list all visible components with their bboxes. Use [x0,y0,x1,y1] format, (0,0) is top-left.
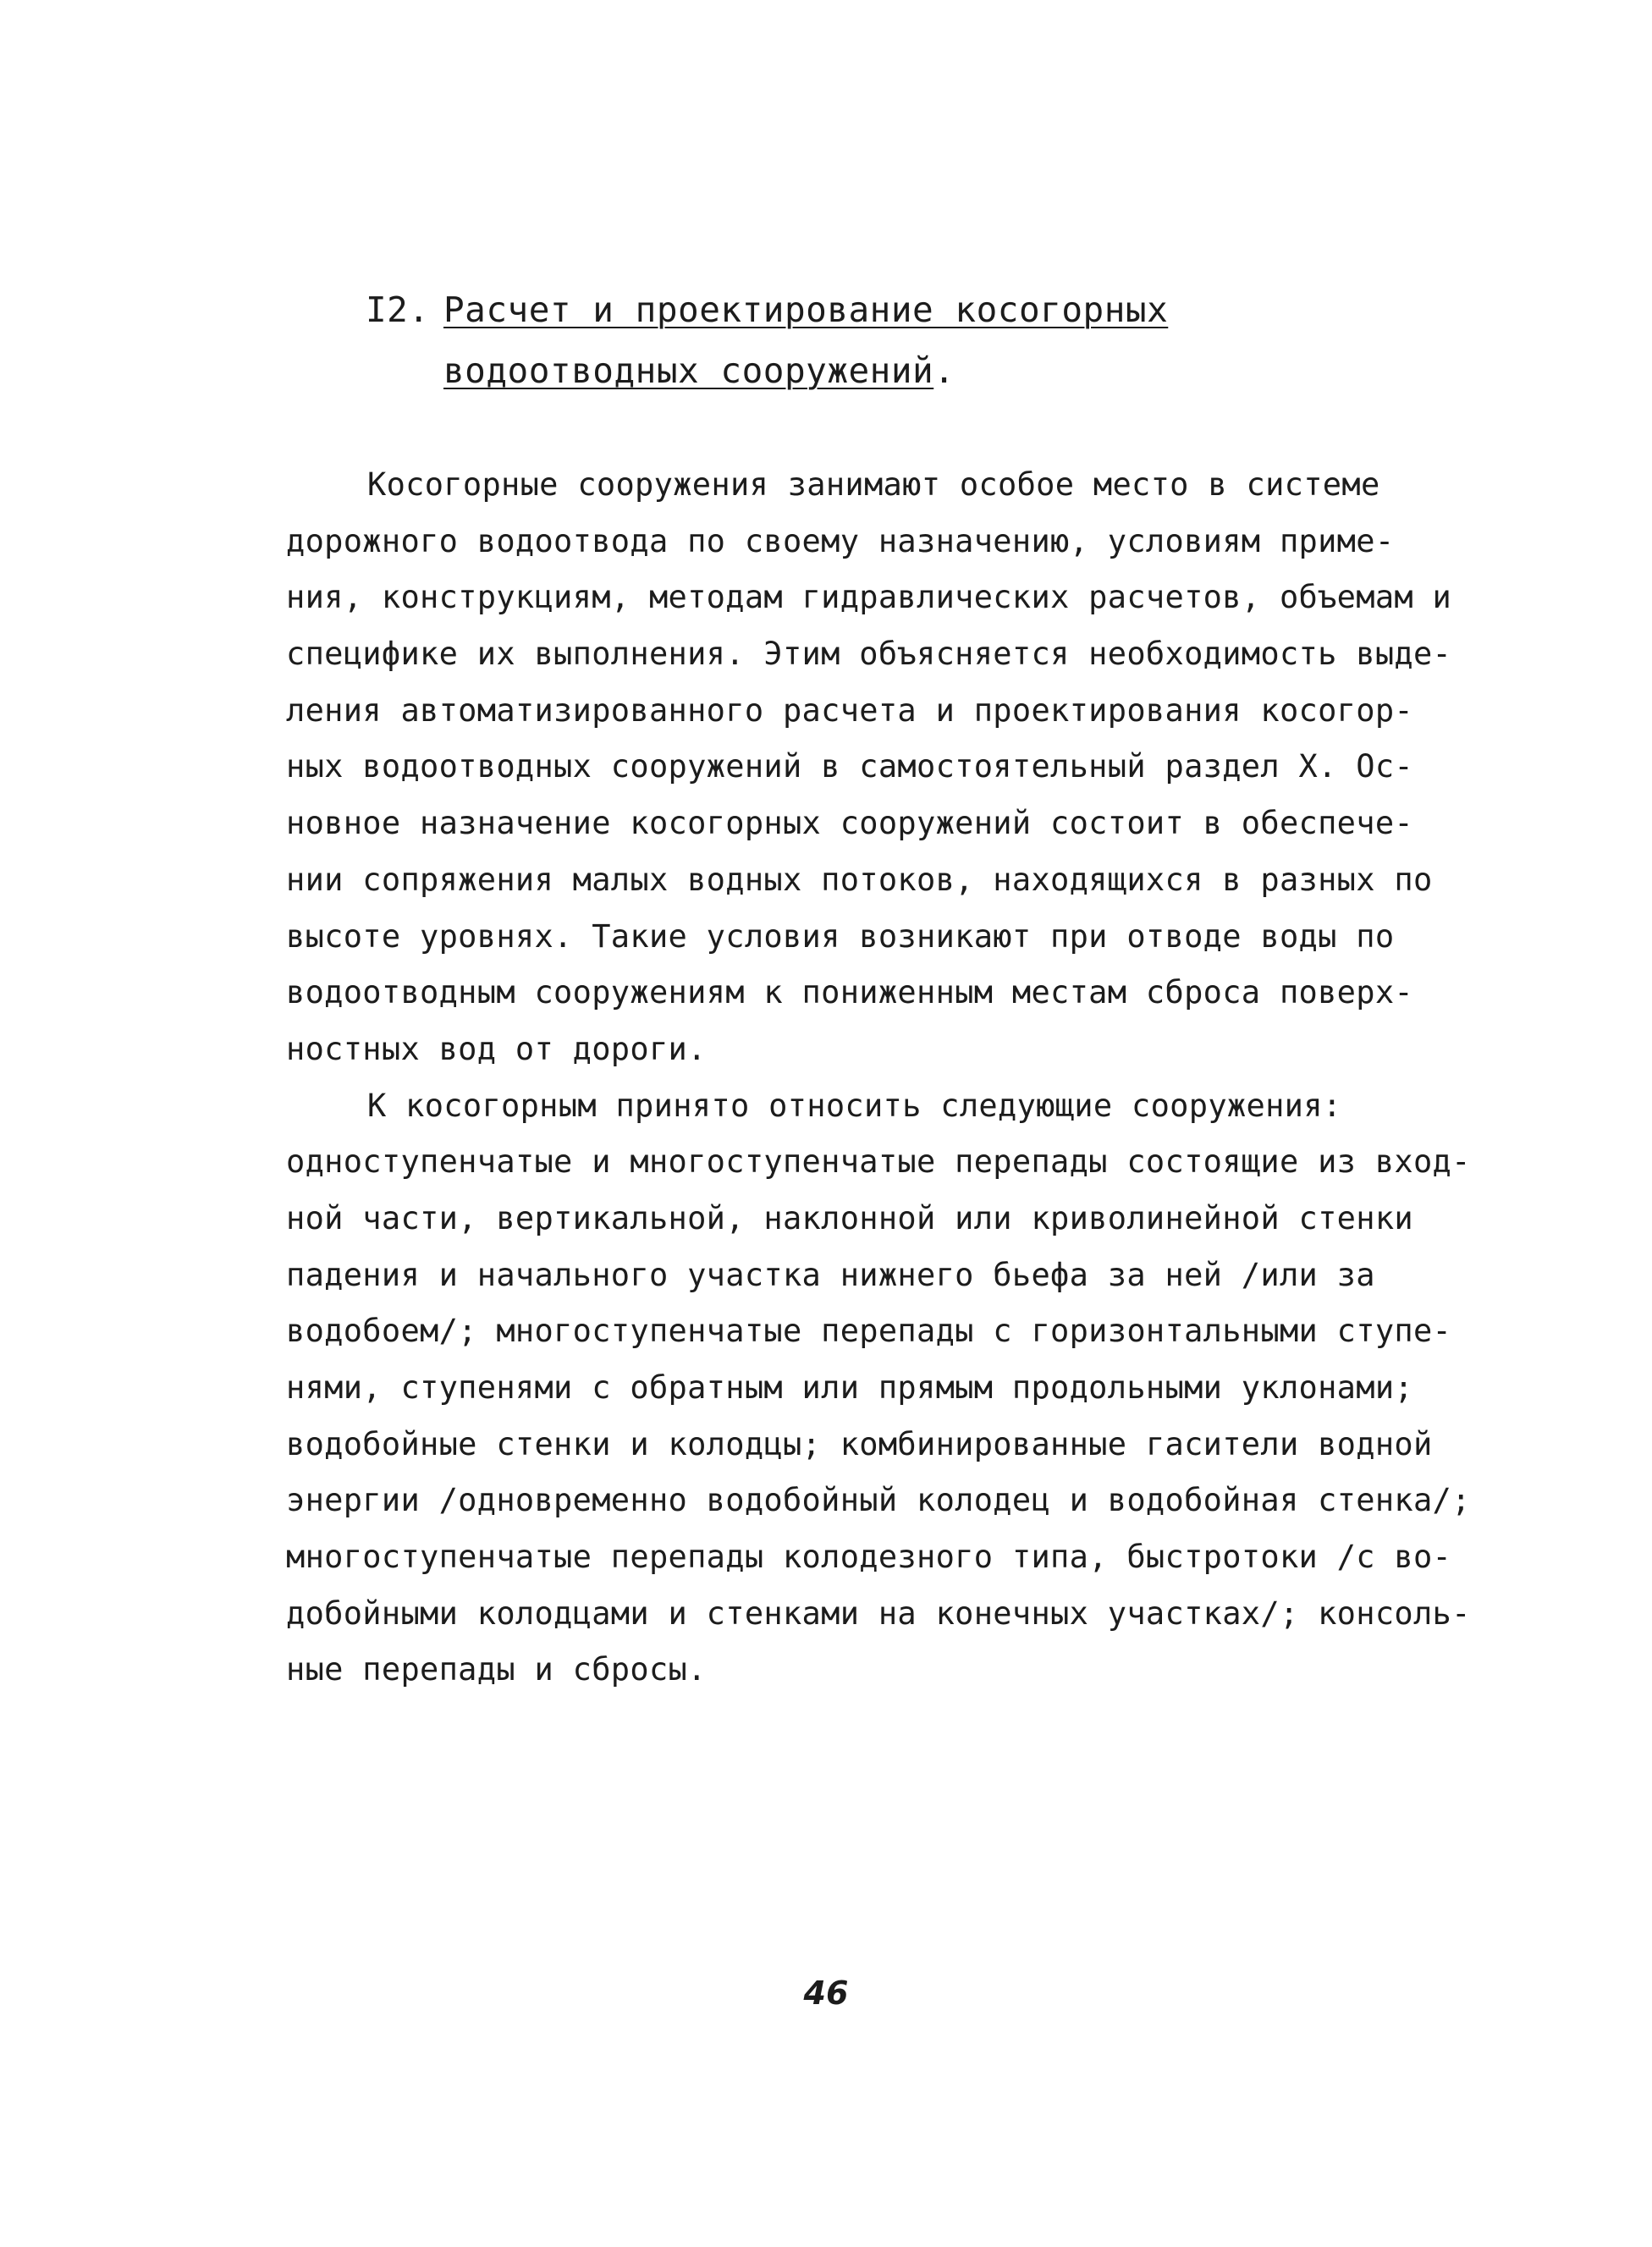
text-line: Косогорные сооружения занимают особое место в системе [367,466,1380,503]
text-line: энергии /одновременно водобойный колодец и водобойная стенка/; [286,1482,1471,1519]
text-line: специфике их выполнения. Этим объясняется необходимость выде- [286,636,1452,673]
text-line: падения и начального участка нижнего бьефа за ней /или за [286,1256,1375,1293]
section-title-line-2: водоотводных сооружений [443,350,934,391]
text-line: нями, ступенями с обратным или прямым продольными уклонами; [286,1369,1413,1406]
text-line: нии сопряжения малых водных потоков, находящихся в разных по [286,861,1433,898]
body-text [286,457,1471,1699]
text-line: дорожного водоотвода по своему назначению, условиям приме- [286,522,1395,559]
section-title-line-1: Расчет и проектирование косогорных [443,289,1169,330]
text-line: ния, конструкциям, методам гидравлических расчетов, объемам и [286,579,1452,616]
section-title-end: . [933,350,955,391]
text-line: многоступенчатые перепады колодезного типа, быстротоки /с во- [286,1539,1452,1576]
section-heading [366,279,1466,401]
page-number: 46 [803,1974,849,2012]
text-line: высоте уровнях. Такие условия возникают при отводе воды по [286,917,1395,955]
text-line: ной части, вертикальной, наклонной или криволинейной стенки [286,1199,1413,1236]
text-line: ления автоматизированного расчета и проектирования косогор- [286,691,1413,729]
text-line: К косогорным принято относить следующие сооружения: [367,1087,1342,1124]
text-line: ных водоотводных сооружений в самостоятельный раздел X. Ос- [286,748,1413,785]
text-line: одноступенчатые и многоступенчатые перепады состоящие из вход- [286,1143,1471,1181]
text-line: новное назначение косогорных сооружений состоит в обеспече- [286,805,1413,842]
text-line: ностных вод от дороги. [286,1030,707,1067]
section-number: I2. [366,289,430,330]
text-line: водобойные стенки и колодцы; комбинированные гасители водной [286,1425,1433,1462]
text-line: водоотводным сооружениям к пониженным местам сброса поверх- [286,974,1413,1011]
text-line: добойными колодцами и стенками на конечных участках/; консоль- [286,1594,1471,1632]
text-line: водобоем/; многоступенчатые перепады с горизонтальными ступе- [286,1313,1452,1350]
text-line: ные перепады и сбросы. [286,1651,707,1688]
